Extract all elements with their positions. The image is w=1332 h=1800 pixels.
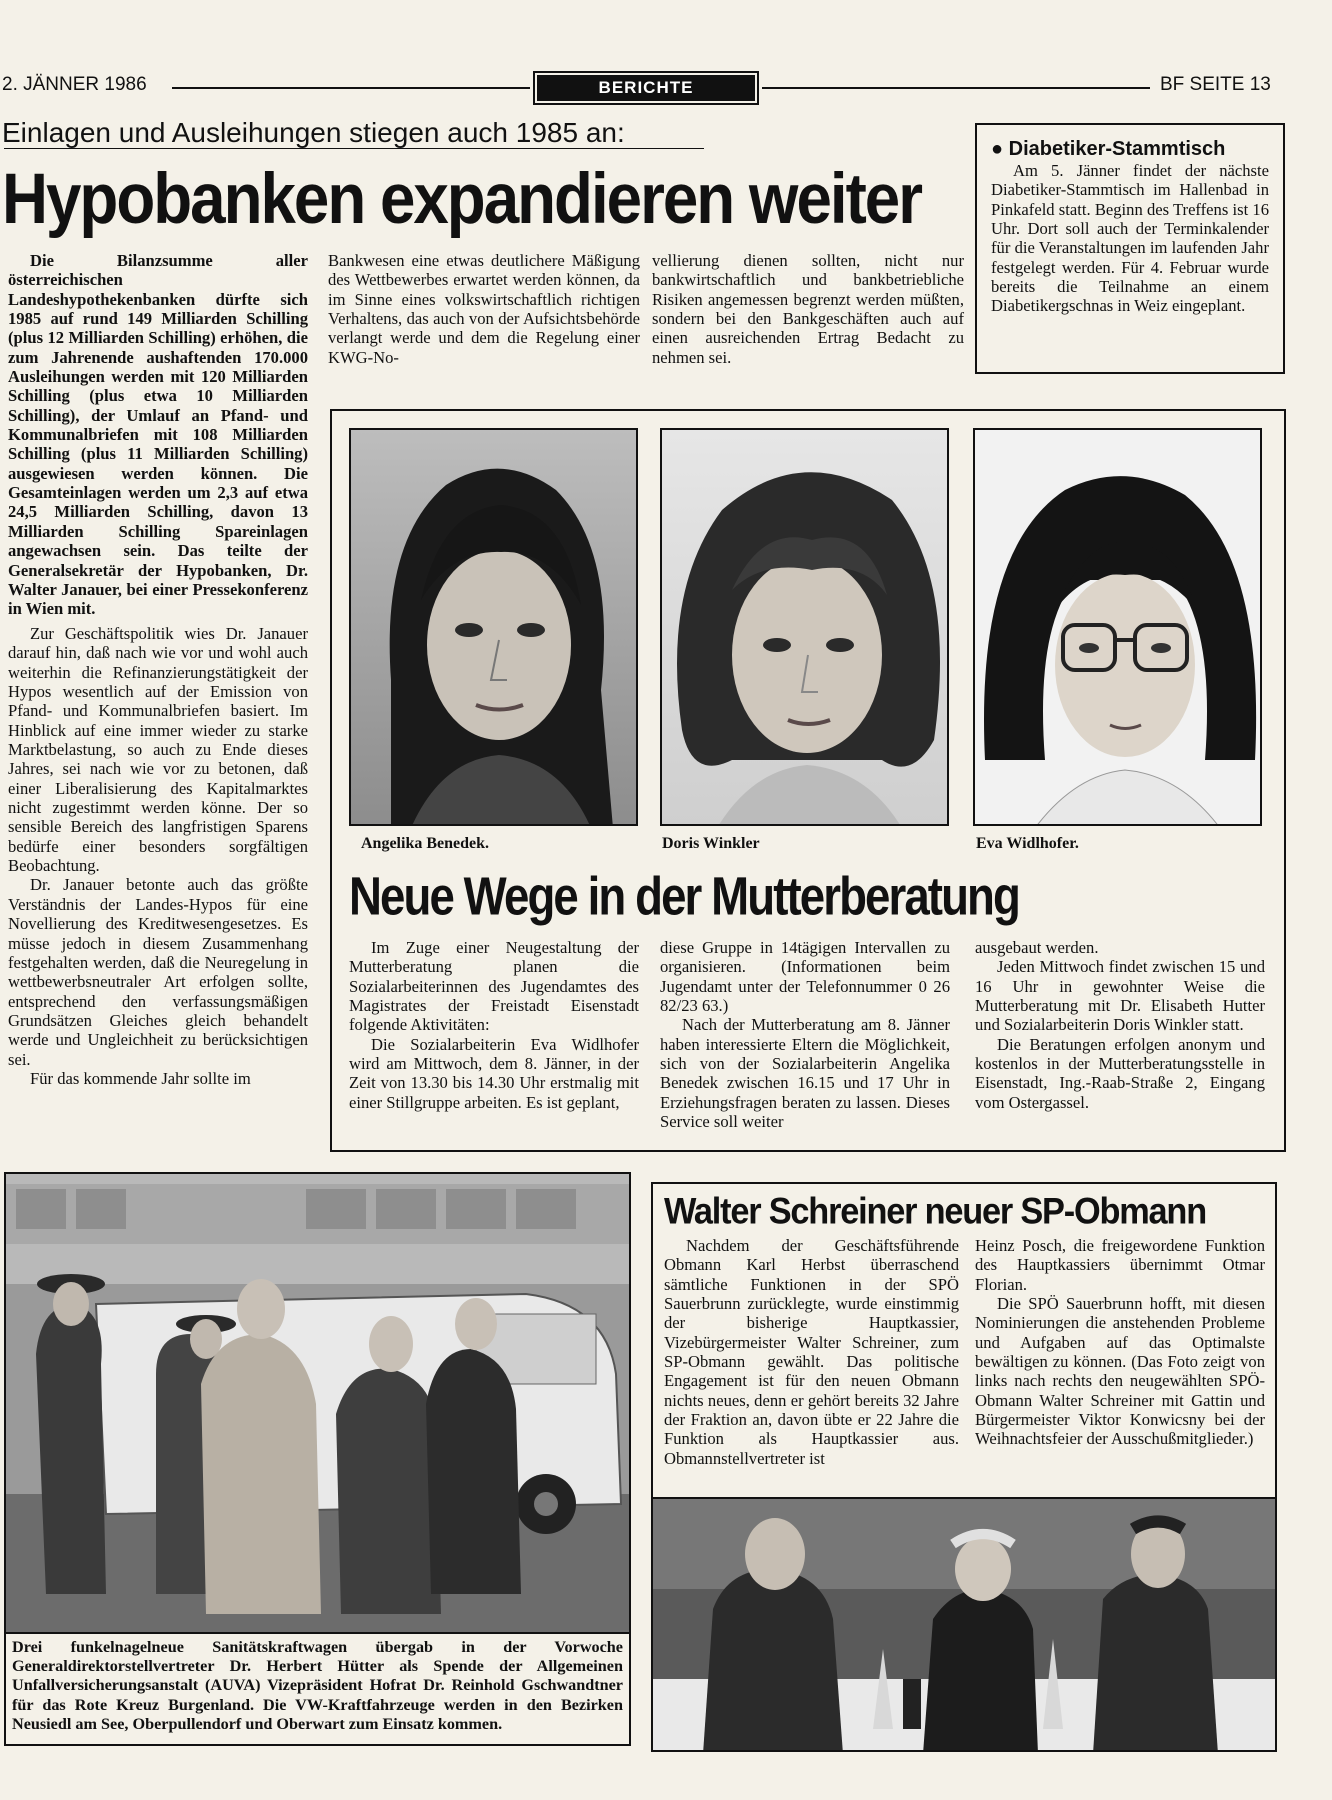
schreiner-photo-drawing — [653, 1499, 1277, 1752]
mutter-col2-p1: diese Gruppe in 14tägigen Intervallen zu organisieren. (Informationen beim Jugendamt unter der Telefonnummer 0 26 82/23 63.) — [660, 938, 950, 1016]
article-kicker: Einlagen und Ausleihungen stiegen auch 1985 an: — [2, 117, 625, 148]
schreiner-photo — [651, 1497, 1277, 1752]
portrait-angelika-benedek — [349, 428, 638, 826]
header-rule-left — [172, 87, 530, 89]
schreiner-col2-p2: Die SPÖ Sauerbrunn hofft, mit diesen Nominierungen die anstehenden Probleme und Aufgaben auf das Optimalste bewältigen zu können. (Das Foto zeigt von links nach rechts den neugewählten SPÖ-Obmann Walter Schreiner mit Gattin und Bürgermeister Viktor Konwicsny bei der Weihnachtsfeier der Ausschußmitglieder.) — [975, 1294, 1265, 1449]
mutter-column-1 — [349, 938, 639, 1112]
portrait-eva-widlhofer — [973, 428, 1262, 826]
portrait-doris-winkler — [660, 428, 949, 826]
schreiner-column-1 — [664, 1236, 959, 1468]
hypo-paragraph-3: Dr. Janauer betonte auch das größte Verständnis der Landes-Hypos für eine Novellierung des Kreditwesengesetzes. Es müsse jedoch in diesem Zusammenhang festgehalten werden, daß die Neuregelung in wettbewerbsneutraler Art erfolgen sollte, entsprechend den verfassungsmäßigen Grundsätzen Gleiches gleich behandelt werde und Ungleichheit zu berücksichtigen sei. — [8, 875, 309, 1069]
page-date: 2. JÄNNER 1986 — [2, 74, 147, 95]
mutter-column-3 — [975, 938, 1265, 1112]
hypo-column-1-body — [8, 624, 308, 1088]
portrait-2-drawing — [662, 430, 949, 826]
portrait-3-drawing — [975, 430, 1262, 826]
hypo-col3-text: vellierung dienen sollten, nicht nur bankwirtschaftlich und bankbetriebliche Risiken angemessen begrenzt werden müßten, sondern bei den Bankgeschäften auch auf einen ausreichenden Ertrag Bedacht zu nehmen sei. — [652, 251, 964, 367]
hypo-column-2 — [328, 251, 640, 367]
article-headline: Hypobanken expandieren weiter — [2, 157, 922, 239]
hypo-column-1 — [8, 251, 308, 619]
caption-angelika-benedek: Angelika Benedek. — [361, 835, 490, 852]
diabetiker-body: Am 5. Jänner findet der nächste Diabetiker-Stammtisch im Hallenbad in Pinkafeld statt. Beginn des Treffens ist 16 Uhr. Dort soll auch der Terminkalender für die Veranstaltungen im laufenden Jahr festgelegt werden. Für 4. Februar wurde bereits die Teilnahme an einem Diabetikergschnas in Weiz eingeplant. — [991, 161, 1269, 316]
schreiner-column-2 — [975, 1236, 1265, 1449]
schreiner-headline: Walter Schreiner neuer SP-Obmann — [664, 1190, 1206, 1233]
mutter-col3-p3: Die Beratungen erfolgen anonym und kostenlos in der Mutterberatungsstelle in Eisenstadt, Ing.-Raab-Straße 2, Eingang vom Ostergassel. — [975, 1034, 1265, 1112]
kicker-underline — [4, 148, 704, 149]
hypo-paragraph-2: Zur Geschäftspolitik wies Dr. Janauer darauf hin, daß nach wie vor und wohl auch weiterhin die Refinanzierungstätigkeit der Hypos wesentlich auf der Emission von Pfand- und Kommunalbriefen basiert. Im Hinblick auf eine immer wieder zu starke Marktbelastung, so auch zu Ende dieses Jahres, sei nach wie vor zu betonen, daß einer Liberalisierung des Kapitalmarktes nicht zugestimmt werden könne. Der so sensible Bereich des langfristigen Sparens bedürfe einer besonders sorgfältigen Beobachtung. — [8, 624, 308, 876]
auva-photo-drawing — [6, 1174, 631, 1634]
page-number: BF SEITE 13 — [1160, 74, 1271, 95]
diabetiker-box — [975, 123, 1285, 374]
auva-caption-box — [4, 1634, 631, 1746]
mutter-col2-p2: Nach der Mutterberatung am 8. Jänner haben interessierte Eltern die Möglichkeit, sich von der Sozialarbeiterin Angelika Benedek zwischen 16.15 und 17 Uhr in Erziehungsfragen beraten zu lassen. Dieses Service soll weiter — [660, 1015, 950, 1132]
auva-photo — [4, 1172, 631, 1634]
mutterberatung-headline: Neue Wege in der Mutterberatung — [349, 867, 1019, 927]
diabetiker-title: ● Diabetiker-Stammtisch — [991, 138, 1226, 160]
section-label — [533, 71, 759, 105]
auva-caption: Drei funkelnagelneue Sanitätskraftwagen übergab in der Vorwoche Generaldirektorstellvertreter Dr. Herbert Hütter als Spende der Allgemeinen Unfallversicherungsanstalt (AUVA) Vizepräsident Hofrat Dr. Reinhold Gschwandtner für das Rote Kreuz Burgenland. Die VW-Kraftfahrzeuge werden in den Bezirken Neusiedl am See, Oberpullendorf und Oberwart zum Einsatz kommen. — [12, 1638, 623, 1733]
mutter-col3-p2: Jeden Mittwoch findet zwischen 15 und 16 Uhr in gewohnter Weise die Mutterberatung mit Dr. Elisabeth Hutter und Sozialarbeiterin Doris Winkler statt. — [975, 957, 1265, 1035]
schreiner-col1-text: Nachdem der Geschäftsführende Obmann Karl Herbst überraschend sämtliche Funktionen in der SPÖ Sauerbrunn zurücklegte, wurde einstimmig der bisherige Hauptkassier, Vizebürgermeister Walter Schreiner, zum SP-Obmann gewählt. Das politische Engagement ist für den neuen Obmann nichts neues, denn er gehört bereits 32 Jahre der Fraktion an, davon übte er 22 Jahre die Funktion als Hauptkassier aus. Obmannstellvertreter ist — [664, 1236, 959, 1468]
hypo-column-3 — [652, 251, 964, 367]
mutter-column-2 — [660, 938, 950, 1131]
caption-doris-winkler: Doris Winkler — [662, 835, 760, 852]
section-label-text: BERICHTE — [537, 75, 755, 101]
mutter-col3-p1: ausgebaut werden. — [975, 938, 1099, 957]
caption-eva-widlhofer: Eva Widlhofer. — [976, 835, 1079, 852]
hypo-col2-text: Bankwesen eine etwas deutlichere Mäßigung des Wettbewerbes erwartet werden können, da im Sinne eines volkswirtschaftlich richtigen Verhaltens, das auch von der Aufsichtsbehörde verlangt werde und dem die Regelung einer KWG-No- — [328, 251, 640, 367]
hypo-paragraph-4: Für das kommende Jahr sollte im — [30, 1068, 251, 1088]
header-rule-right — [762, 87, 1150, 89]
portrait-1-drawing — [351, 430, 638, 826]
hypo-lead: Die Bilanzsumme aller österreichischen Landeshypothekenbanken dürfte sich 1985 auf rund 149 Milliarden Schilling (plus 12 Milliarden Schilling) erhöhen, die zum Jahrenende aushaftenden 170.000 Ausleihungen werden mit 120 Milliarden Schilling (plus etwa 10 Milliarden Schilling), der Umlauf an Pfand- und Kommunalbriefen mit 108 Milliarden Schilling (plus 11 Milliarden Schilling) ausgewiesen werden können. Die Gesamteinlagen werden um 2,3 auf etwa 24,5 Milliarden Schilling, davon 13 Milliarden Schilling Spareinlagen angewachsen sein. Das teilte der Generalsekretär der Hypobanken, Dr. Walter Janauer, bei einer Pressekonferenz in Wien mit. — [8, 251, 308, 619]
mutter-col1-p1: Im Zuge einer Neugestaltung der Mutterberatung planen die Sozialarbeiterinnen des Jugendamtes des Magistrates der Freistadt Eisenstadt folgende Aktivitäten: — [349, 938, 639, 1035]
mutter-col1-p2: Die Sozialarbeiterin Eva Widlhofer wird am Mittwoch, dem 8. Jänner, in der Zeit von 13.30 bis 14.30 Uhr erstmalig mit einer Stillgruppe arbeiten. Es ist geplant, — [349, 1034, 639, 1112]
schreiner-col2-p1: Heinz Posch, die freigewordene Funktion des Hauptkassiers übernimmt Otmar Florian. — [975, 1236, 1265, 1294]
